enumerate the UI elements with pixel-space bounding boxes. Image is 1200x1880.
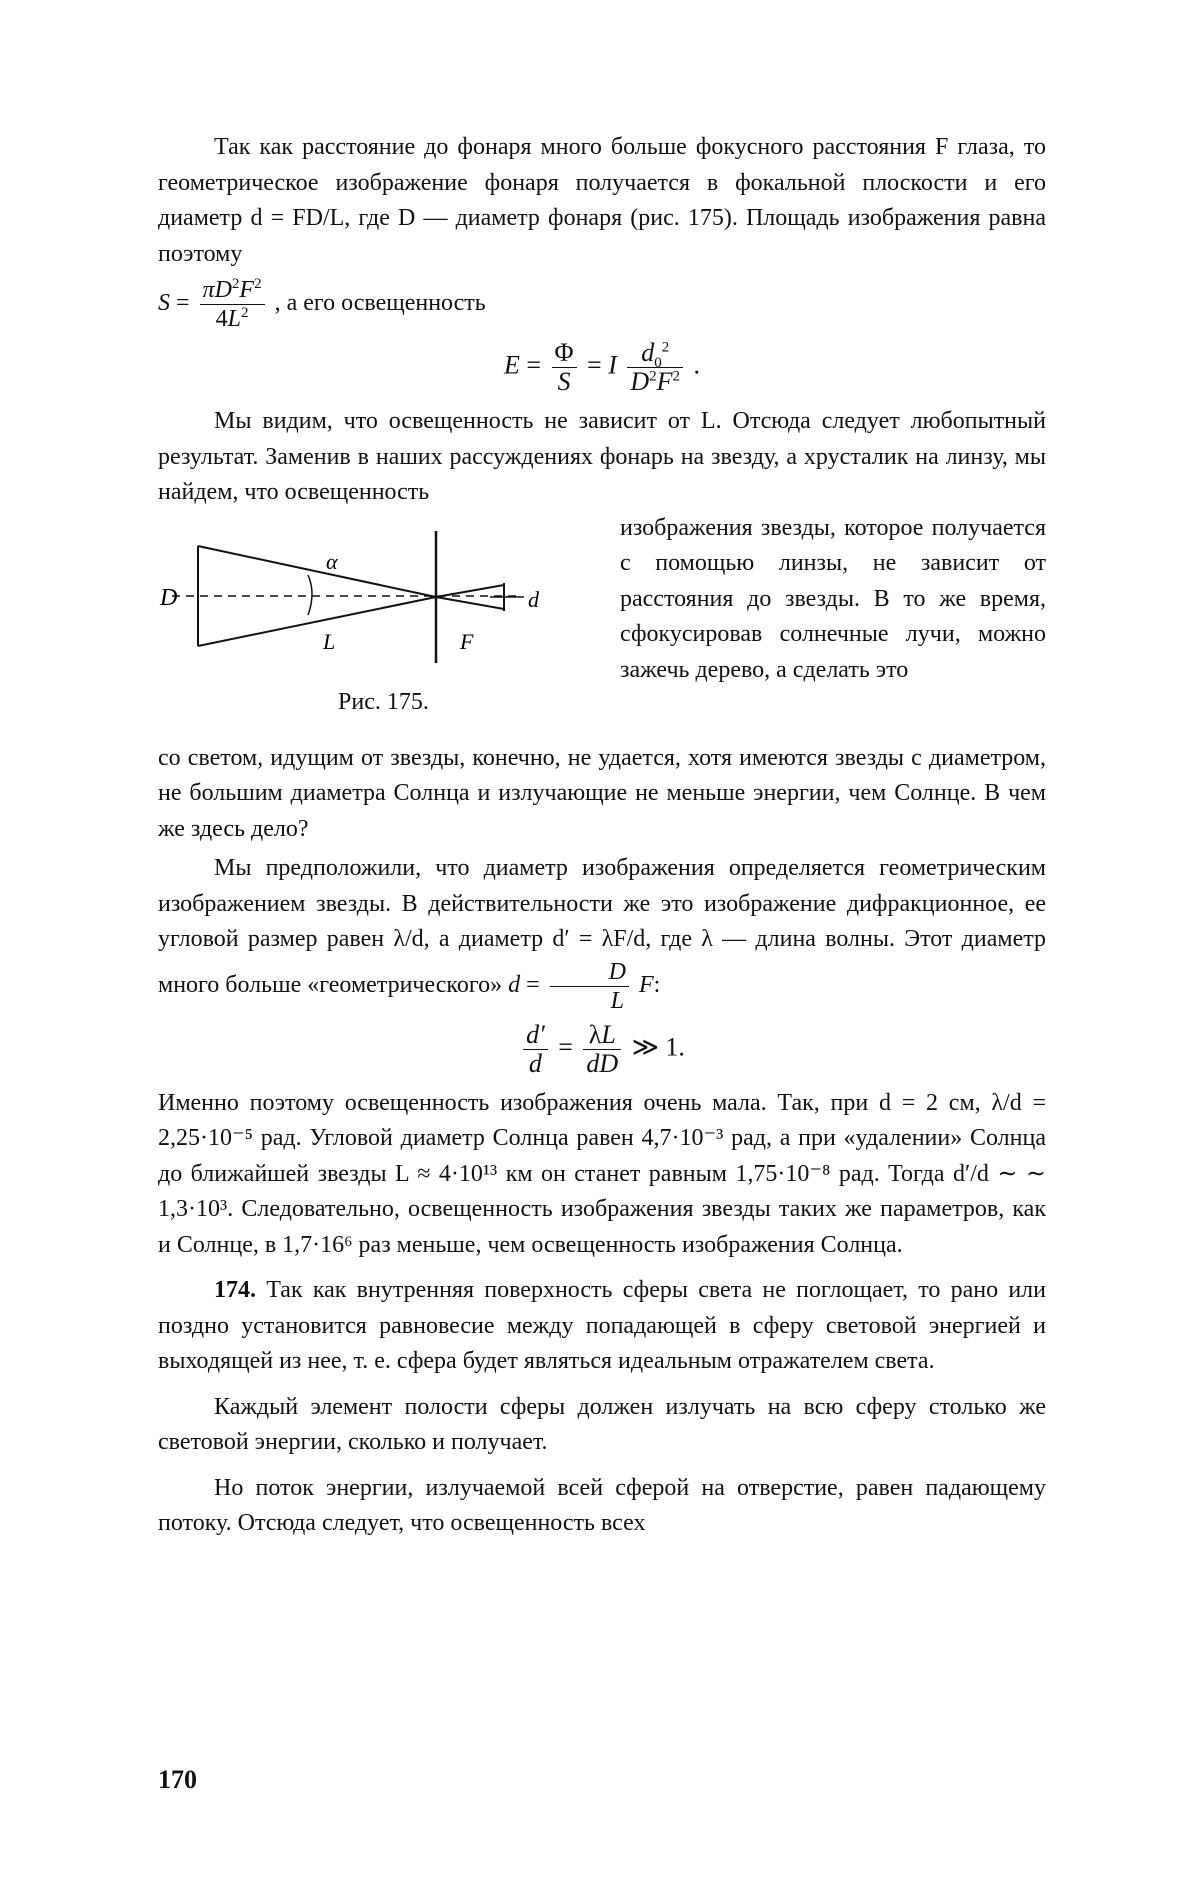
paragraph-1: Так как расстояние до фонаря много больше фокусного расстояния F глаза, то геометрическое изображение фонаря получается в фокальной плоскости и его диаметр d = FD/L, где D — диаметр фонаря (рис. 175). Площадь изображения равна поэтому — [158, 134, 1046, 267]
paragraph-5 — [158, 1273, 1046, 1380]
illuminance-formula: E = $\frac{\Phi}{S}$ = I $\frac{d_0^2}{D^2F^2}$ . — [503, 338, 701, 396]
label-D: D — [160, 584, 178, 611]
paragraph-3-text: Мы предположили, что диаметр изображения определяется геометрическим изображением звезды. В действительности же это изображение дифракционное, ее угловой размер равен λ/d, а диаметр d′ = λF/d, где λ — длина волны. Этот диаметр много больше «геометрического» — [158, 855, 1047, 998]
paragraph-2-side: изображения звезды, которое получается с помощью линзы, не зависит от расстояния до звезды. В то же время, сфокусировав солнечные лучи, можно зажечь дерево, а сделать это — [620, 514, 1046, 683]
figure-175-block — [158, 511, 1046, 741]
paragraph-4: Именно поэтому освещенность изображения очень мала. Так, при d = 2 см, λ/d = 2,25·10⁻⁵ рад. Угловой диаметр Солнца равен 4,7·10⁻³ рад, а при «удалении» Солнца до ближайшей звезды L ≈ 4·10¹³ км он станет равным 1,75·10⁻⁸ рад. Тогда d′/d ∼ ∼ 1,3·10³. Следовательно, освещенность изображения звезды таких же параметров, как и Солнце, в 1,7·16⁶ раз меньше, чем освещенность изображения Солнца. — [158, 1089, 1046, 1258]
page-content — [158, 130, 1046, 1542]
upper-ray — [198, 546, 436, 597]
area-formula: S = $\frac{\pi D^2F^2}{4L^2}$ — [158, 290, 275, 316]
geometric-diameter-formula: d = $\frac{D}{L}$ F: — [508, 958, 661, 1014]
label-d: d — [528, 586, 539, 612]
diffraction-ratio-formula: $\frac{d'}{d}$ = $\frac{\lambda L}{dD}$ ≫ 1. — [158, 1021, 1046, 1078]
label-F: F — [460, 628, 474, 654]
area-formula-line — [158, 276, 1046, 333]
paragraph-1-tail: , а его освещенность — [274, 290, 486, 317]
paragraph-5-text: Так как внутренняя поверхность сферы света не поглощает, то рано или поздно установится равновесие между попадающей в сферу световой энергией и выходящей из нее, т. е. сфера будет являться идеальным отражателем света. — [158, 1277, 1046, 1374]
paragraph-2-end: со светом, идущим от звезды, конечно, не удается, хотя имеются звезды с диаметром, не большим диаметра Солнца и излучающие не меньше энергии, чем Солнце. В чем же здесь дело? — [158, 744, 1046, 842]
image-ray-lower — [436, 597, 504, 609]
page-number: 170 — [158, 1765, 197, 1794]
paragraph-2: Мы видим, что освещенность не зависит от L. Отсюда следует любопытный результат. Заменив в наших рассуждениях фонарь на звезду, а хрусталик на линзу, мы найдем, что освещенность — [158, 408, 1046, 505]
problem-number: 174. — [214, 1277, 256, 1303]
label-L: L — [323, 628, 336, 654]
angle-arc — [308, 575, 312, 615]
image-ray-upper — [436, 585, 504, 597]
paragraph-6: Каждый элемент полости сферы должен излучать на всю сферу столько же световой энергии, сколько и получает. — [158, 1393, 1046, 1455]
lower-ray — [198, 597, 436, 646]
figure-caption: Рис. 175. — [338, 688, 429, 715]
paragraph-7: Но поток энергии, излучаемой всей сферой на отверстие, равен падающему потоку. Отсюда следует, что освещенность всех — [158, 1474, 1046, 1536]
label-alpha: α — [326, 548, 338, 574]
paragraph-3 — [158, 851, 1046, 1015]
